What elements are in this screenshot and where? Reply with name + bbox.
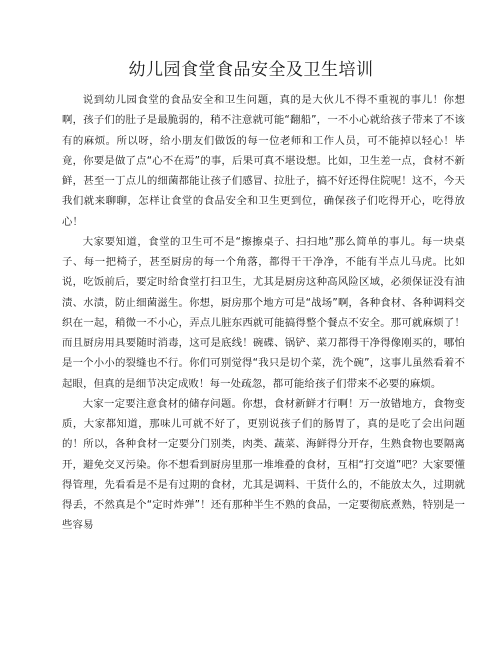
paragraph-hygiene: 大家要知道，食堂的卫生可不是“擦擦桌子、扫扫地”那么简单的事儿。每一块桌子、每一把椅子，甚至厨房的每一个角落，都得干干净净，不能有半点儿马虎。比如说，吃饭前后，要定时给食堂打扫卫生，尤其是厨房这种高风险区域，必须保证没有油渍、水渍，防止细菌滋生。你想，厨房那个地方可是“战场”啊，各种食材、各种调料交织在一起，稍微一不小心，弄点儿脏东西就可能搞得整个餐点不安全。那可就麻烦了！而且厨房用具要随时消毒，这可是底线！碗碟、锅铲、菜刀都得干净得像刚买的，哪怕是一个小小的裂缝也不行。你们可别觉得“我只是切个菜，洗个碗”，这事儿虽然看着不起眼，但真的是细节决定成败！每一处疏忽，都可能给孩子们带来不必要的麻烦。 [62,235,465,390]
document-body [62,90,465,536]
paragraph-intro: 说到幼儿园食堂的食品安全和卫生问题，真的是大伙儿不得不重视的事儿！你想啊，孩子们的肚子是最脆弱的，稍不注意就可能“翻船”，一不小心就给孩子带来了不该有的麻烦。所以呀，给小朋友们做饭的每一位老师和工作人员，可不能掉以轻心！毕竟，你要是做了点“心不在焉”的事，后果可真不堪设想。比如，卫生差一点，食材不新鲜，甚至一丁点儿的细菌都能让孩子们感冒、拉肚子，搞不好还得住院呢！这不，今天我们就来聊聊，怎样让食堂的食品安全和卫生更到位，确保孩子们吃得开心，吃得放心！ [62,94,465,228]
document-title: 幼儿园食堂食品安全及卫生培训 [128,60,374,80]
paragraph-storage: 大家一定要注意食材的储存问题。你想，食材新鲜才行啊！万一放错地方，食物变质，大家都知道，那味儿可就不好了，更别说孩子们的肠胃了，真的是吃了会出问题的！所以，各种食材一定要分门别类，肉类、蔬菜、海鲜得分开存，生熟食物也要隔离开，避免交叉污染。你不想看到厨房里那一堆堆叠的食材，互相“打交道”吧？大家要懂得管理，先看看是不是有过期的食材，尤其是调料、干货什么的，不能放太久，过期就得丢，不然真是个“定时炸弹”！还有那种半生不熟的食品，一定要彻底煮熟，特别是一些容易 [62,397,465,532]
